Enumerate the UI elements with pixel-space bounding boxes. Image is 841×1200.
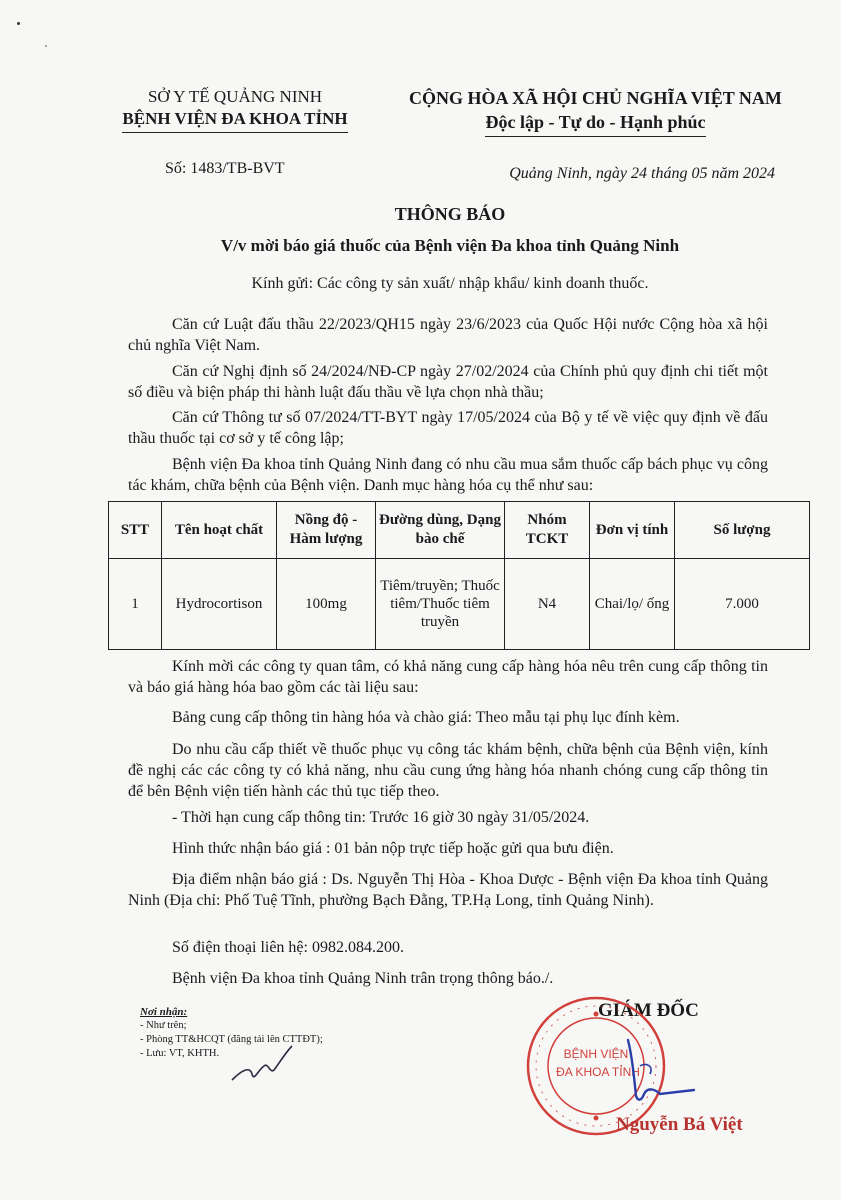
- paragraph-deadline: - Thời hạn cung cấp thông tin: Trước 16 giờ 30 ngày 31/05/2024.: [172, 809, 590, 826]
- header-concentration: Nồng độ - Hàm lượng: [277, 502, 376, 559]
- paragraph-legal-basis-3: Căn cứ Thông tư số 07/2024/TT-BYT ngày 17/05/2024 của Bộ y tế về việc quy định về đấu thầu thuốc tại cơ sở y tế công lập;: [128, 409, 768, 447]
- paragraph-closing: Bệnh viện Đa khoa tỉnh Quảng Ninh trân trọng thông báo./.: [172, 970, 554, 987]
- document-title: THÔNG BÁO: [394, 204, 506, 224]
- issuing-organization: [110, 86, 360, 133]
- recipient-item: - Như trên;: [140, 1020, 187, 1031]
- paragraph-phone: Số điện thoại liên hệ: 0982.084.200.: [172, 939, 404, 956]
- cell-unit: Chai/lọ/ ống: [590, 559, 675, 650]
- recipients-label: Nơi nhận:: [140, 1006, 188, 1018]
- header-active-ingredient: Tên hoạt chất: [162, 502, 277, 559]
- national-motto: Độc lập - Tự do - Hạnh phúc: [485, 110, 705, 137]
- signer-name: Nguyễn Bá Việt: [616, 1114, 743, 1135]
- header-group: Nhóm TCKT: [505, 502, 590, 559]
- place-date: Quảng Ninh, ngày 24 tháng 05 năm 2024: [509, 165, 775, 182]
- national-header: [398, 86, 793, 137]
- paragraph-legal-basis-1: Căn cứ Luật đấu thầu 22/2023/QH15 ngày 23/6/2023 của Quốc Hội nước Cộng hòa xã hội chủ nghĩa Việt Nam.: [128, 316, 768, 354]
- signer-role: GIÁM ĐỐC: [598, 1000, 699, 1021]
- header-unit: Đơn vị tính: [590, 502, 675, 559]
- header-quantity: Số lượng: [675, 502, 810, 559]
- seal-text-line2: ĐA KHOA TỈNH: [556, 1065, 640, 1079]
- recipient-line: Kính gửi: Các công ty sản xuất/ nhập khẩu/ kinh doanh thuốc.: [251, 275, 649, 292]
- org-name: BỆNH VIỆN ĐA KHOA TỈNH: [122, 108, 347, 133]
- paragraph-submission-address: Địa điểm nhận báo giá : Ds. Nguyễn Thị Hòa - Khoa Dược - Bệnh viện Đa khoa tỉnh Quảng Ninh (Địa chỉ: Phố Tuệ Tĩnh, phường Bạch Đằng, TP.Hạ Long, tỉnh Quảng Ninh).: [128, 871, 768, 909]
- recipient-item: - Phòng TT&HCQT (đăng tải lên CTTĐT);: [140, 1034, 323, 1045]
- seal-text-line1: BỆNH VIỆN: [563, 1047, 629, 1061]
- header-route-form: Đường dùng, Dạng bào chế: [376, 502, 505, 559]
- paragraph-purchase-need: Bệnh viện Đa khoa tỉnh Quảng Ninh đang có nhu cầu mua sắm thuốc cấp bách phục vụ công tác khám, chữa bệnh của Bệnh viện. Danh mục hàng hóa cụ thể như sau:: [128, 456, 768, 494]
- cell-group: N4: [505, 559, 590, 650]
- header-stt: STT: [109, 502, 162, 559]
- document-subject: V/v mời báo giá thuốc của Bệnh viện Đa khoa tỉnh Quảng Ninh: [220, 236, 680, 255]
- paragraph-legal-basis-2: Căn cứ Nghị định số 24/2024/NĐ-CP ngày 27/02/2024 của Chính phủ quy định chi tiết một số điều và biện pháp thi hành luật đấu thầu về lựa chọn nhà thầu;: [128, 363, 768, 401]
- initial-signature-icon: [228, 1040, 298, 1090]
- cell-route-form: Tiêm/truyền; Thuốc tiêm/Thuốc tiêm truyền: [376, 559, 505, 650]
- drug-items-table: [108, 501, 810, 650]
- paragraph-quote-form: Bảng cung cấp thông tin hàng hóa và chào giá: Theo mẫu tại phụ lục đính kèm.: [172, 709, 680, 726]
- paragraph-invitation: Kính mời các công ty quan tâm, có khả năng cung cấp hàng hóa nêu trên cung cấp thông tin và báo giá hàng hóa bao gồm các tài liệu sau:: [128, 658, 768, 696]
- paragraph-urgency: Do nhu cầu cấp thiết về thuốc phục vụ công tác khám bệnh, chữa bệnh của Bệnh viện, kính đề nghị các các công ty có khả năng, nhu cầu cung ứng hàng hóa nhanh chóng cung cấp thông tin để bên Bệnh viện tiến hành các thủ tục tiếp theo.: [128, 741, 768, 800]
- table-row: [109, 559, 810, 650]
- recipient-item: - Lưu: VT, KHTH.: [140, 1048, 220, 1059]
- org-parent: SỞ Y TẾ QUẢNG NINH: [147, 87, 323, 106]
- national-name: CỘNG HÒA XÃ HỘI CHỦ NGHĨA VIỆT NAM: [409, 88, 782, 108]
- table-header-row: [109, 502, 810, 559]
- scan-mark: [45, 45, 47, 47]
- document-number: Số: 1483/TB-BVT: [165, 160, 285, 177]
- cell-stt: 1: [109, 559, 162, 650]
- paragraph-submission-method: Hình thức nhận báo giá : 01 bản nộp trực tiếp hoặc gửi qua bưu điện.: [172, 840, 614, 857]
- cell-quantity: 7.000: [675, 559, 810, 650]
- cell-active-ingredient: Hydrocortison: [162, 559, 277, 650]
- scan-mark: [17, 22, 20, 25]
- handwritten-signature-icon: [598, 1036, 708, 1116]
- cell-concentration: 100mg: [277, 559, 376, 650]
